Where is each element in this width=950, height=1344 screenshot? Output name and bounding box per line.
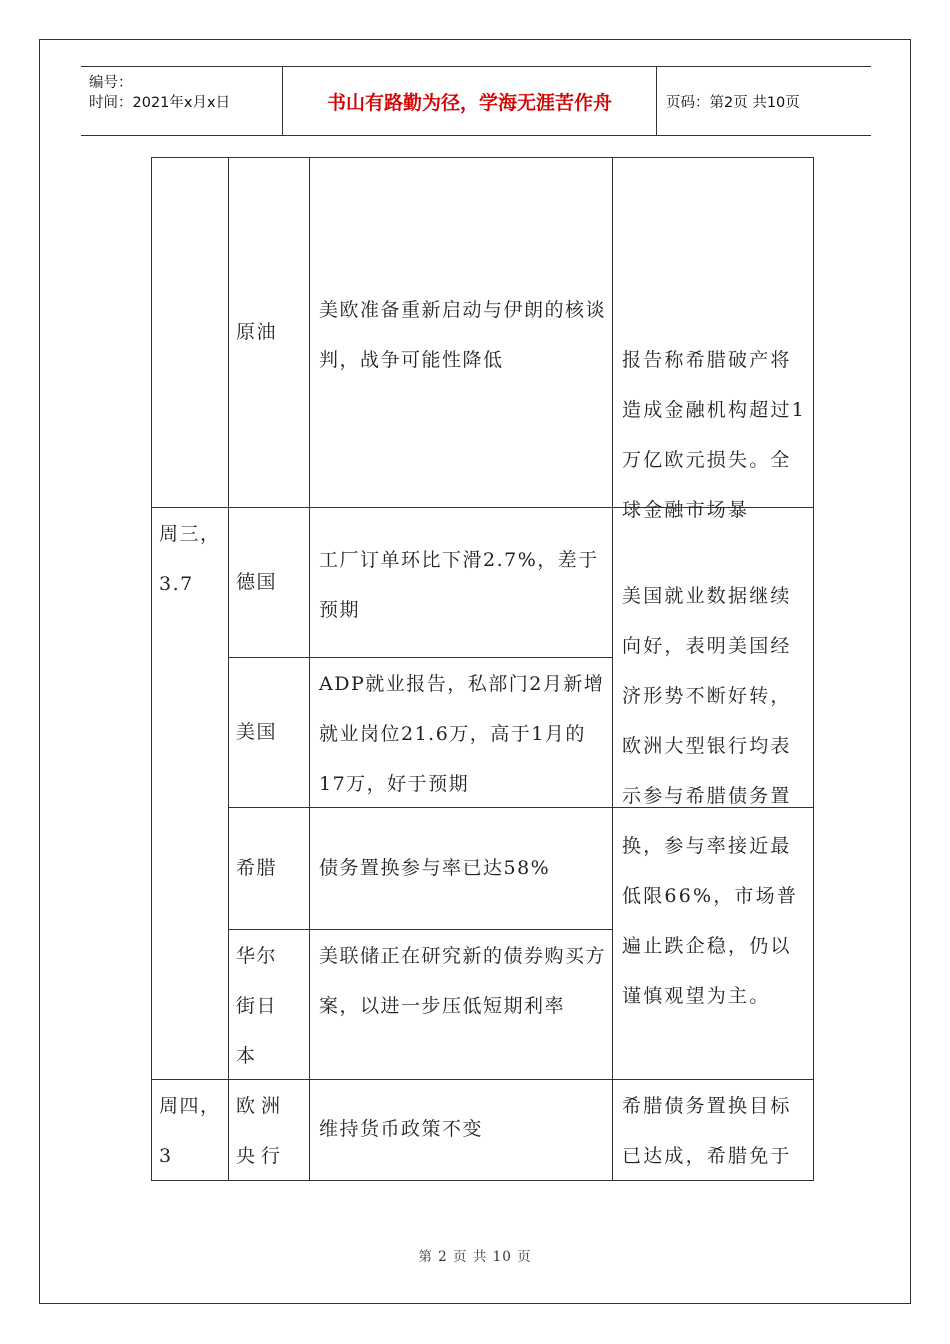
commentary-thu: 希腊债务置换目标已达成，希腊免于 — [622, 1095, 792, 1167]
event-ecb: 维持货币政策不变 — [319, 1118, 484, 1140]
number-label: 编号： — [89, 75, 133, 91]
item-greece: 希腊 — [236, 857, 278, 879]
col-line-3 — [612, 157, 613, 1181]
date-wed: 周三，3.7 — [159, 523, 221, 595]
event-usa: ADP就业报告，私部门2月新增就业岗位21.6万，高于1月的17万，好于预期 — [319, 673, 605, 795]
row-line-4 — [228, 929, 613, 930]
table-border-right — [813, 157, 814, 1181]
date-thu: 周四，3 — [159, 1095, 221, 1167]
motto: 书山有路勤为径，学海无涯苦作舟 — [283, 67, 657, 135]
item-germany: 德国 — [236, 571, 278, 593]
document-header — [81, 66, 871, 136]
date-label: 时间：2021年x月x日 — [89, 95, 231, 111]
page-label: 页码：第2页 共10页 — [666, 94, 800, 111]
item-ecb: 欧洲央行 — [236, 1095, 287, 1167]
page-footer: 第 2 页 共 10 页 — [418, 1249, 532, 1265]
col-line-2 — [309, 157, 310, 1181]
market-events-table — [151, 157, 814, 1181]
header-info — [81, 67, 283, 135]
item-oil: 原油 — [236, 321, 278, 343]
event-wsj: 美联储正在研究新的债券购买方案，以进一步压低短期利率 — [319, 945, 607, 1017]
item-usa: 美国 — [236, 721, 278, 743]
event-greece: 债务置换参与率已达58% — [319, 857, 551, 879]
item-wsj: 华尔街日本 — [236, 945, 278, 1067]
commentary-tue: 报告称希腊破产将造成金融机构超过1万亿欧元损失。全球金融市场暴 — [622, 349, 806, 521]
event-germany: 工厂订单环比下滑2.7%，差于预期 — [319, 549, 599, 621]
commentary-wed: 美国就业数据继续向好，表明美国经济形势不断好转，欧洲大型银行均表示参与希腊债务置换，参与率接近最低限66%，市场普遍止跌企稳，仍以谨慎观望为主。 — [622, 585, 799, 1007]
event-oil: 美欧准备重新启动与伊朗的核谈判，战争可能性降低 — [319, 299, 607, 371]
col-line-1 — [228, 157, 229, 1181]
table-border-left — [151, 157, 152, 1181]
